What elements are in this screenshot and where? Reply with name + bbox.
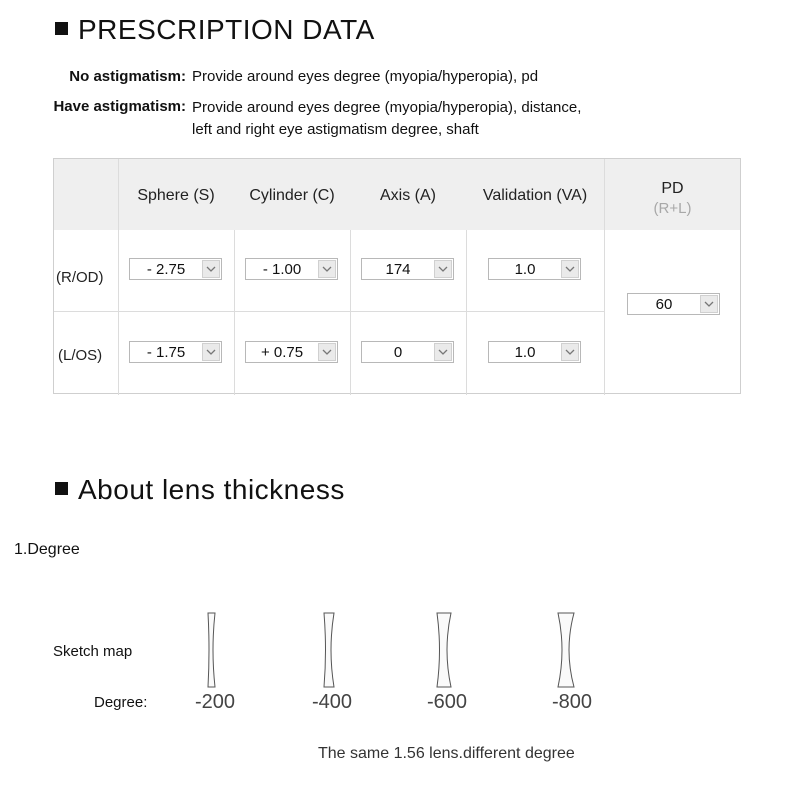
degree-row-label: Degree:: [94, 694, 148, 711]
degree-value-400: -400: [311, 691, 353, 713]
no-astigmatism-text: Provide around eyes degree (myopia/hyperopia), pd: [192, 68, 539, 85]
header-pd-label: PD: [661, 180, 684, 197]
chevron-down-icon: [434, 260, 452, 278]
chevron-down-icon: [561, 343, 579, 361]
chevron-down-icon: [202, 343, 220, 361]
header-pd: [604, 179, 741, 219]
chevron-down-icon: [318, 343, 336, 361]
chevron-down-icon: [202, 260, 220, 278]
grid-line: [234, 230, 235, 395]
square-bullet-icon: [55, 22, 68, 35]
sphere-select-right[interactable]: - 2.75: [129, 258, 222, 280]
validation-select-left[interactable]: 1.0: [488, 341, 581, 363]
header-validation: Validation (VA): [482, 187, 588, 204]
header-axis: Axis (A): [380, 187, 436, 204]
degree-heading: 1.Degree: [14, 541, 80, 558]
degree-value-800: -800: [551, 691, 593, 713]
have-astigmatism-line-2: left and right eye astigmatism degree, shaft: [192, 121, 479, 138]
pd-select[interactable]: 60: [627, 293, 720, 315]
prescription-title: PRESCRIPTION DATA: [55, 14, 375, 46]
lens-sketch-400: [318, 610, 342, 690]
axis-select-left[interactable]: 0: [361, 341, 454, 363]
header-sphere: Sphere (S): [137, 187, 215, 204]
cylinder-select-right[interactable]: - 1.00: [245, 258, 338, 280]
have-astigmatism-line-1: Provide around eyes degree (myopia/hyperopia), distance,: [192, 99, 582, 116]
grid-line: [466, 230, 467, 395]
grid-line: [350, 230, 351, 395]
chevron-down-icon: [318, 260, 336, 278]
lens-thickness-title: About lens thickness: [55, 474, 345, 506]
sphere-select-left[interactable]: - 1.75: [129, 341, 222, 363]
square-bullet-icon: [55, 482, 68, 495]
lens-sketch-200: [200, 610, 224, 690]
axis-select-right[interactable]: 174: [361, 258, 454, 280]
grid-line: [54, 311, 604, 312]
cylinder-select-left[interactable]: + 0.75: [245, 341, 338, 363]
lens-caption: The same 1.56 lens.different degree: [318, 745, 575, 762]
prescription-table: [53, 158, 741, 394]
header-pd-sub: (R+L): [653, 200, 692, 217]
have-astigmatism-text: [192, 97, 581, 141]
chevron-down-icon: [561, 260, 579, 278]
validation-select-right[interactable]: 1.0: [488, 258, 581, 280]
chevron-down-icon: [700, 295, 718, 313]
have-astigmatism-label: Have astigmatism:: [53, 98, 186, 115]
no-astigmatism-label: No astigmatism:: [69, 68, 186, 85]
header-cylinder: Cylinder (C): [249, 187, 335, 204]
row-label-left-eye: (L/OS): [58, 347, 103, 364]
lens-sketch-800: [553, 610, 579, 690]
sketch-map-label: Sketch map: [53, 643, 133, 660]
degree-value-200: -200: [194, 691, 236, 713]
row-label-right-eye: (R/OD): [56, 269, 104, 286]
degree-value-600: -600: [426, 691, 468, 713]
lens-sketch-600: [433, 610, 459, 690]
chevron-down-icon: [434, 343, 452, 361]
